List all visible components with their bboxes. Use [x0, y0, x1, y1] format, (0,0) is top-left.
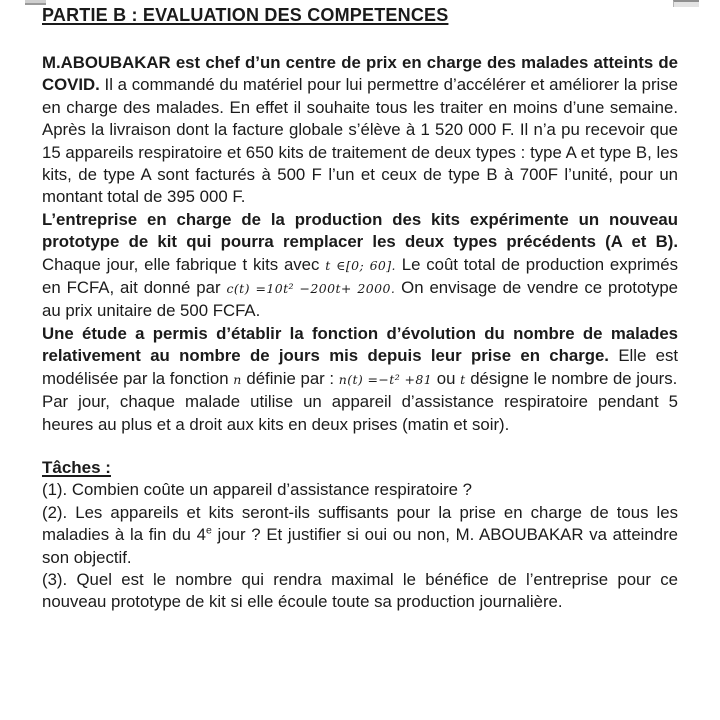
etude-text-run-2: définie par : — [246, 368, 335, 388]
paragraph-entreprise — [42, 209, 678, 323]
intro-bold-run: M.ABOUBAKAR est chef d’un centre de prix en charge des malades atteints de COVID. — [42, 53, 678, 95]
task-2-text-before: (2). Les appareils et kits seront-ils suffisants pour la prise en charge de tous les maladies à la fin du 4 — [42, 502, 678, 545]
task-item-1 — [42, 479, 678, 501]
page-title-text: PARTIE B : EVALUATION DES COMPETENCES — [42, 5, 449, 25]
paragraph-usage — [42, 391, 678, 436]
usage-text-run: Par jour, chaque malade utilise un appareil d’assistance respiratoire pendant 5 heures au plus et a droit aux kits en deux prises (matin et soir). — [42, 392, 678, 434]
math-cost-function: c(t) =10t² −200t+ 2000. — [226, 281, 396, 297]
entreprise-text-run-3: On envisage de vendre ce prototype au prix unitaire de 500 FCFA. — [42, 278, 679, 321]
tasks-heading — [42, 457, 678, 479]
entreprise-bold-run: L’entreprise en charge de la production des kits expérimente un nouveau prototype de kit qui pourra remplacer les deux types précédents (A et B). — [42, 209, 678, 252]
etude-text-run-3: ou — [436, 368, 456, 388]
task-1-text: (1). Combien coûte un appareil d’assistance respiratoire ? — [42, 480, 473, 500]
intro-text-run: Il a commandé du matériel pour lui permettre d’accélérer et améliorer la prise en charge des malades. En effet il souhaite tous les traiter en moins d’une semaine. Après la livraison dont la facture globale s’élève à 1 520 000 F. Il n’a pu recevoir que 15 appareils respiratoire et 650 kits de traitement de deux types : type A et type B, les kits, de type A sont facturés à 500 F l’un et ceux de type B à 700F l’unité, pour un montant total de 395 000 F. — [42, 75, 678, 207]
task-2-superscript: e — [205, 524, 212, 537]
math-interval: t ∈[0; 60]. — [325, 257, 396, 273]
etude-text-run-1: Elle est modélisée par la fonction — [42, 346, 679, 388]
paragraph-intro — [42, 52, 678, 209]
task-item-2 — [42, 502, 678, 569]
page-title — [42, 4, 678, 26]
etude-text-run-4: désigne le nombre de jours. — [470, 368, 678, 388]
tasks-heading-text: Tâches : — [42, 457, 111, 477]
page-edge-artifact-left — [25, 0, 46, 5]
task-2-text-after: jour ? Et justifier si oui ou non, M. ABOUBAKAR va atteindre son objectif. — [42, 525, 678, 567]
math-variable-t: t — [460, 371, 466, 387]
math-variable-n: n — [233, 371, 242, 387]
etude-bold-run: Une étude a permis d’établir la fonction d’évolution du nombre de malades relativement au nombre de jours mis depuis leur prise en charge. — [42, 323, 678, 366]
task-3-text: (3). Quel est le nombre qui rendra maximal le bénéfice de l’entreprise pour ce nouveau prototype de kit si elle écoule toute sa production journalière. — [42, 569, 678, 612]
page-edge-artifact-right — [673, 0, 699, 7]
math-evolution-function: n(t) =−t² +81 — [338, 371, 433, 387]
entreprise-text-run-2: Le coût total de production exprimés en FCFA, ait donné par — [42, 254, 678, 298]
task-item-3 — [42, 569, 678, 614]
paragraph-etude — [42, 323, 678, 391]
entreprise-text-run-1: Chaque jour, elle fabrique t kits avec — [42, 254, 320, 274]
